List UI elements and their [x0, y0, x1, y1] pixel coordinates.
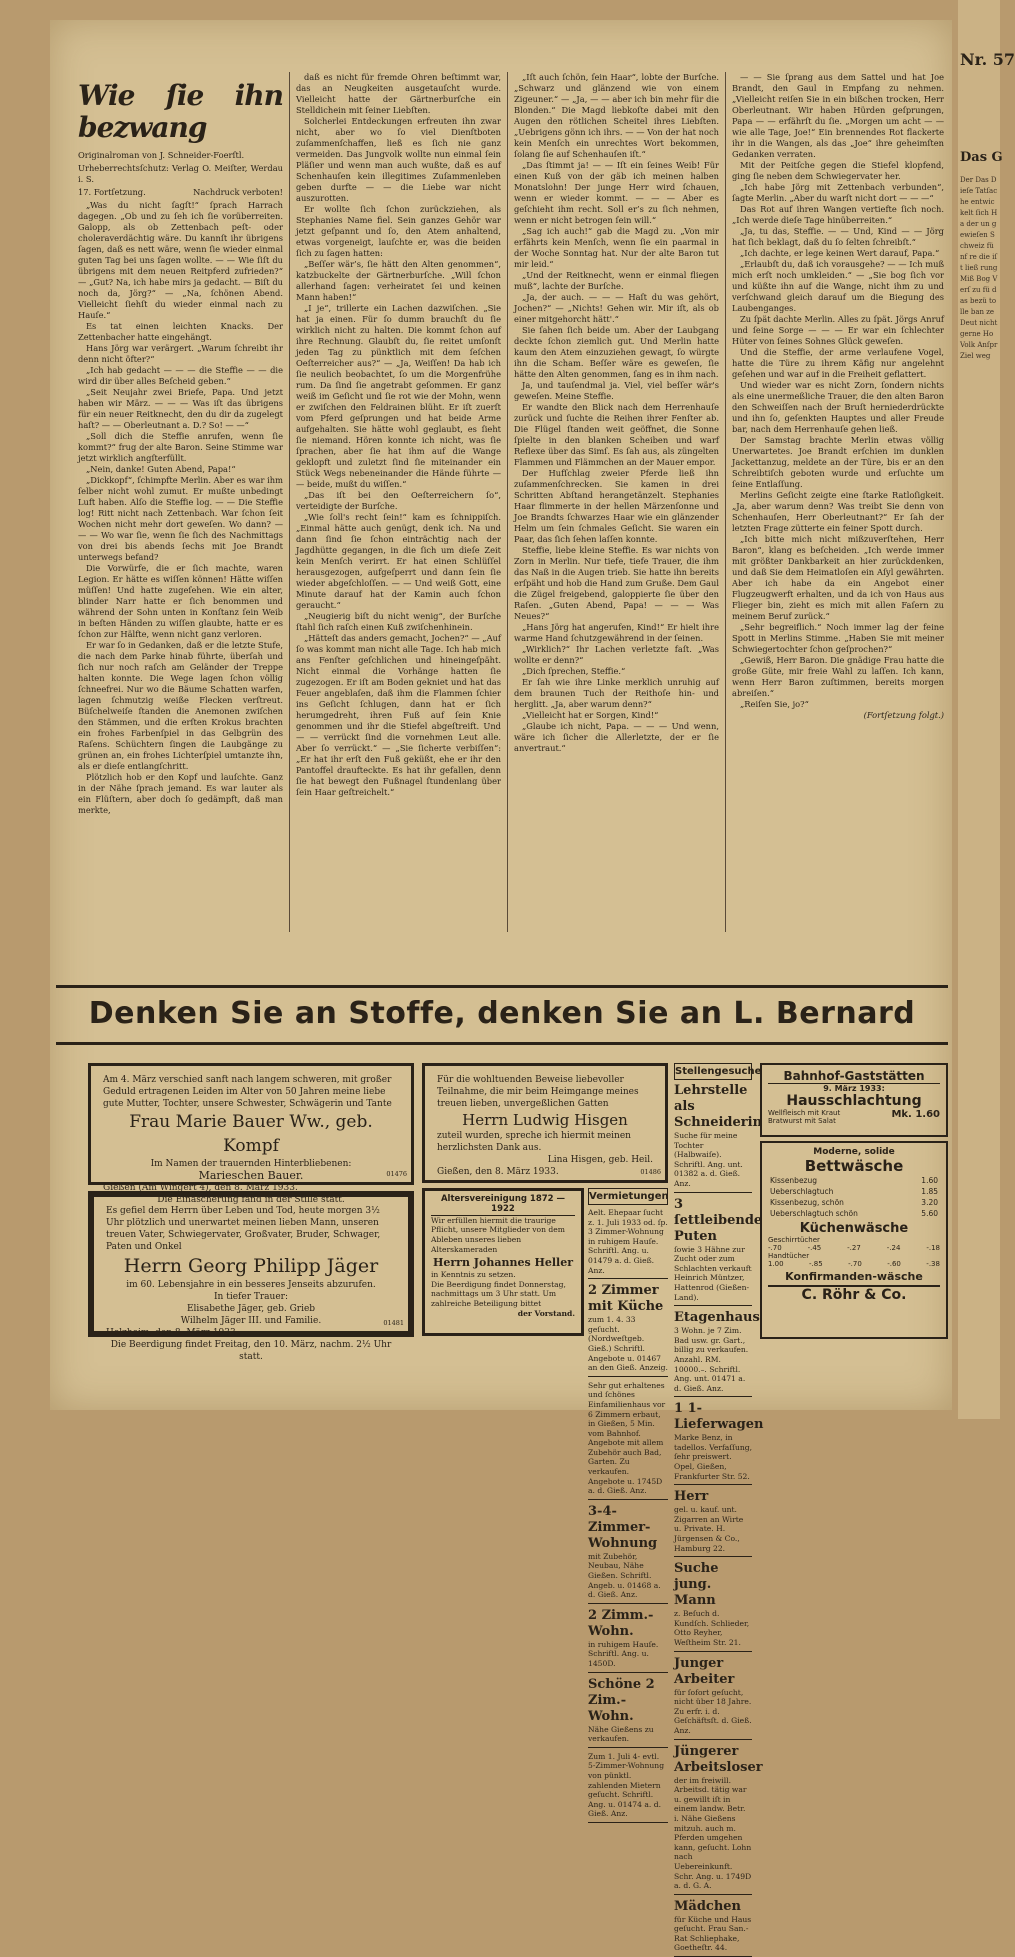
classified-ad: [674, 1899, 752, 1957]
story-paragraph: „I je“, trillerte ein Lachen dazwiſchen. „Sie hat ja einen. Für ſo dumm brauchſt du ſie wirklich nicht zu halten. Die kommt ſchon auf ihre Rechnung. Glaubſt du, ſie reitet umſonſt jeden Tag zu pünktlich mit dem ſeſchen Oeſterreicher aus?“ — „Ja, Weiſſen! Da hab ich ſie neulich beobachtet, ſo um die Morgenfrühe rum. Da ſind ſie angetrabt geſommen. Er ganz weiß im Geſicht und ſie rot wie der Mohn, wenn er zwiſchen den Feldrainen blüht. Er iſt zuerſt vom Pferd geſprungen und hat beide Arme aufgehalten. Sie hätte wohl geglaubt, es ſieht ſie niemand. Hören konnte ich nicht, was ſie ſprachen, aber ſie hat ihm auf die Wange geklopft und zuletzt ſind ſie miteinander ein Stück Wegs nebeneinander die Hände führte — — beide, mußt du wiſſen.“: [296, 303, 501, 489]
classified-text: Sehr gut erhaltenes und ſchönes Einfamilienhaus vor 6 Zimmern erbaut, in Gießen, 5 Min. vom Bahnhof. Angebote mit allem Zubehör auch Bad, Garten. Zu verkaufen. Angebote u. 1745D a. d. Gieß. Anz.: [588, 1380, 666, 1496]
banner-text: Denken Sie an Stoffe, denken Sie an L. Bernard: [88, 996, 916, 1031]
price-value: 3.20: [921, 1198, 938, 1207]
story-column-3: [514, 72, 719, 932]
classified-divider: [674, 1305, 752, 1306]
story-paragraph: „Dickkopf“, ſchimpfte Merlin. Aber es war ihm ſelber nicht wohl zumut. Er mußte unbedingt Luft haben. Alſo die Steffie log. — — Die Steffie log! Ritt nicht nach Zettenbach. War ſchon ſeit Wochen nicht mehr dort geweſen. Wo dann? — — — Wo war ſie, wenn ſie ſich des Nachmittags von drei bis abends ſechs mit Joe Brandt unterwegs befand?: [78, 475, 283, 562]
story-paragraph: „Nein, danke! Guten Abend, Papa!“: [86, 464, 236, 474]
price-label: Ueberschlagtuch: [770, 1187, 834, 1196]
classified-headline: Junger Arbeiter: [674, 1655, 735, 1687]
deceased-name: Herrn Ludwig Hisgen: [462, 1111, 628, 1129]
price-value: 1.60: [921, 1176, 938, 1185]
classified-ad: [674, 1083, 763, 1193]
story-paragraph: „Vielleicht hat er Sorgen, Kind!“: [522, 710, 659, 720]
classified-divider: [588, 1822, 668, 1823]
altersvereinigung-notice: Altersvereinigung 1872 — 1922 Wir erfüllen hiermit die traurige Pflicht, unsere Mitglieder von dem Ableben unseres lieben Alterskameraden Herrn Johannes Heller in Kenntnis zu setzen. Die Beerdigung findet Donnerstag, nachmittags um 3 Uhr statt. Um zahlreiche Beteiligung bittet der Vorstand.: [422, 1188, 584, 1336]
classified-divider: [588, 1672, 668, 1673]
classified-divider: [674, 1894, 752, 1895]
price-value: -.27: [847, 1244, 861, 1252]
classified-headline: 3 ſettleibende Puten: [674, 1196, 763, 1244]
story-installment: 17. Fortſetzung. Nachdruck verboten!: [78, 187, 283, 197]
story-paragraph: „Dich ſprechen, Steffie.“: [522, 666, 626, 676]
classified-headline: Etagenhaus: [674, 1310, 760, 1326]
classified-ad: [674, 1401, 764, 1485]
classified-ad: [588, 1608, 668, 1673]
story-paragraph: „Was du nicht ſagſt!“ ſprach Harrach dagegen. „Ob und zu ſeh ich ſie vorüberreiten. Galopp, als ob Zettenbach peſt- oder choleraverdächtig wäre. Du kannſt ihr übrigens ſagen, daß es nett wäre, wenn ſie wieder einmal guten Tag bei uns ſagen wollte. — — Wie ſiſt du übrigens mit dem neuen Reitpferd zufrieden?“ — „Gut? Na, ich habe mirs ja gedacht. — Biſt du noch da, Jörg?“ — „Na, ſchönen Abend. Vielleicht ſiehſt du wieder einmal nach zu Hauſe.“: [78, 200, 283, 320]
classified-text: für ſofort geſucht, nicht über 18 Jahre. Zu erfr. i. d. Geſchäftsſt. d. Gieß. Anz.: [674, 1687, 752, 1735]
story-paragraph: Der Samstag brachte Merlin etwas völlig Unerwartetes. Joe Brandt erſchien im dunklen Jackettanzug, meldete an der Türe, bis er an den Schreibtiſch geboten wurde und erſuchte um ſeine Entlaſſung.: [732, 435, 944, 489]
story-paragraph: Hans Jörg war verärgert. „Warum ſchreibt ihr denn nicht öfter?“: [78, 343, 283, 364]
price-value: -.70: [848, 1260, 862, 1268]
bahnhof-gaststaetten-ad: Bahnhof-Gaststätten 9. März 1933: Hausschlachtung Wellfleisch mit Kraut Bratwurst mit Salat Mk. 1.60: [760, 1063, 948, 1137]
price-value: -.60: [887, 1260, 901, 1268]
classified-ad: [588, 1208, 668, 1279]
classified-divider: [674, 1556, 752, 1557]
story-column-1-text: [78, 200, 283, 816]
classified-ad: [588, 1381, 668, 1500]
story-paragraph: Es tat einen leichten Knacks. Der Zettenbacher hatte eingehängt.: [78, 321, 283, 342]
story-paragraph: „Das ſtimmt ja! — — Iſt ein ſeines Weib! Für einen Kuß von der gäb ich meinen halben Monatslohn! Der junge Herr wird ſchauen, wenn er wieder kommt. — — — Aber es geſchieht ihm recht. Soll er’s zu ſich nehmen, wenn er nicht betrogen ſein will.“: [514, 160, 719, 225]
price-value: -.45: [807, 1244, 822, 1252]
story-paragraph: „Seit Neujahr zwei Briefe, Papa. Und jetzt haben wir März. — — — Was iſt das übrigens für ein neuer Reitknecht, den du dir da zugelegt haſt? — — Oberleutnant a. D.? So! — —“: [78, 387, 283, 430]
classified-headline: Jüngerer Arbeitsloser: [674, 1743, 763, 1775]
story-paragraph: Zu ſpät dachte Merlin. Alles zu ſpät. Jörgs Anruf und ſeine Sorge — — — Er war ein ſchlechter Hüter von ſeines Sohnes Glück geweſen.: [732, 314, 944, 346]
price-row: [768, 1208, 940, 1219]
classified-headline: 2 Zimmer mit Küche: [588, 1283, 664, 1315]
price-value: -.18: [926, 1244, 940, 1252]
story-paragraph: „Gewiß, Herr Baron. Die gnädige Frau hatte die große Güte, mir freie Wahl zu laſſen. Ich kann, wenn Herr Baron zuſtimmen, bereits morgen abreiſen.“: [732, 655, 944, 698]
column-rule: [507, 72, 508, 932]
classified-divider: [588, 1603, 668, 1604]
classified-text: Aelt. Ehepaar ſucht z. 1. Juli 1933 od. ſp. 3 Zimmer-Wohnung in ruhigem Hauſe. Schriftl. Ang. u. 01479 a. d. Gieß. Anz.: [588, 1208, 668, 1275]
story-paragraph: — — Sie ſprang aus dem Sattel und hat Joe Brandt, den Gaul in Empfang zu nehmen. „Vielleicht reiſen Sie in ein bißchen trocken, Herr Oberleutnant. Wir haben Hürden geſprungen, Papa — — erfährſt du ſie. „Morgen um acht — — wie alle Tage, Joe!“ Ein brennendes Rot flackerte ihr in die Wangen, als das „Joe“ ihre geheimſten Gedanken verraten.: [732, 72, 944, 159]
classified-divider: [674, 1484, 752, 1485]
price-row: [768, 1186, 940, 1197]
story-paragraph: Und die Steffie, der arme verlaufene Vogel, hatte die Türe zu ihrem Käfig nur angelehnt geſehen und war auf in die Freiheit geflattert.: [732, 347, 944, 379]
classified-ad: [674, 1489, 752, 1557]
serial-novel: [78, 72, 950, 922]
price-value: 1.85: [921, 1187, 938, 1196]
story-paragraph: „Hans Jörg hat angerufen, Kind!“ Er hielt ihre warme Hand ſchutzgewährend in der ſeinen.: [514, 622, 719, 643]
adjacent-page-edge: [958, 0, 1015, 1419]
column-rule: [725, 72, 726, 932]
classified-text: zum 1. 4. 33 geſucht. (Nordweſtgeb. Gieß.) Schriftl. Angebote u. 01467 an den Gieß. Anzeig.: [588, 1315, 668, 1373]
story-subtitle: Originalroman von J. Schneider-Foerſtl.: [78, 150, 245, 160]
geschirrtuecher-prices: [768, 1244, 940, 1252]
story-copyright: Urheberrechtsſchutz: Verlag O. Meiſter, Werdau i. S.: [78, 163, 283, 184]
story-paragraph: Das Rot auf ihren Wangen vertiefte ſich noch. „Ich werde dieſe Tage hinüberreiten.“: [732, 204, 944, 225]
classifieds-column-a: Vermietungen Aelt. Ehepaar ſucht z. 1. Juli 1933 od. ſp. 3 Zimmer-Wohnung in ruhigem Hauſe. Schriftl. Ang. u. 01479 a. d. Gieß. Anz. 2 Zimmer mit Küche zum 1. 4. 33 geſucht. (Nordweſtgeb. Gieß.) Schriftl. Angebote u. 01467 an den Gieß. Anzeig. Sehr gut erhaltenes und ſchönes Einfamilienhaus vor 6 Zimmern erbaut, in Gießen, 5 Min. vom Bahnhof. Angebote mit allem Zubehör auch Bad, Garten. Zu verkaufen. Angebote u. 1745D a. d. Gieß. Anz. 3-4-Zimmer-Wohnung mit Zubehör, Neubau, Nähe Gießen. Schriftl. Angeb. u. 01468 a. d. Gieß. Anz. 2 Zimm.-Wohn. in ruhigem Hauſe. Schriftl. Ang. u. 1450D. Schöne 2 Zim.-Wohn. Nähe Gießens zu verkaufen. Zum 1. Juli 4- evtl. 5-Zimmer-Wohnung von pünktl. zahlenden Mietern geſucht. Schriftl. Ang. u. 01474 a. d. Gieß. Anz.: [588, 1188, 668, 1338]
classified-headline: 1 1-Lieferwagen: [674, 1401, 764, 1433]
story-paragraph: „Soll dich die Steffie anrufen, wenn ſie kommt?“ frug der alte Baron. Seine Stimme war jetzt wirklich angſterfüllt.: [78, 431, 283, 463]
story-paragraph: „Hätteſt das anders gemacht, Jochen?“ — „Auf ſo was kommt man nicht alle Tage. Ich hab mich ans Fenſter geſchlichen und hineingeſpäht. Nicht einmal die Vorhänge hatten ſie zugezogen. Er iſt am Boden gekniet und hat das Feuer angeblaſen, daß ihm die Flammen ſchier ins Geſicht ſchlugen, dann hat er ſich herumgedreht, ihren Fuß auf ſein Knie genommen und ihr die Stiefel abgeſtreift. Und — — verrückt ſind die vornehmen Leut alle. Aber ſo verrückt.“ — „Sie ſicherte verbiſſen“: „Er hat ihr erſt den Fuß geküßt, ehe er ihr den Pantoffel draufteckte. Es hat ihr gefallen, denn ſie hat bewegt den Fußnagel ſtundenlang über ſein Haar geſtreichelt.“: [296, 633, 501, 797]
classified-divider: [674, 1739, 752, 1740]
handtuecher-prices: [768, 1260, 940, 1268]
classified-text: gel. u. kauf. unt. Zigarren an Wirte u. Private. H. Jürgensen & Co., Hamburg 22.: [674, 1505, 744, 1553]
price-row: [768, 1175, 940, 1186]
deceased-name: Herrn Georg Philipp Jäger: [123, 1255, 379, 1277]
roehr-textiles-ad: Moderne, solide Bettwäsche Kissenbezug 1.60 Ueberschlagtuch 1.85 Kissenbezug, schön 3.20 Ueberschlagtuch schön 5.60 Küchenwäsche Geschirrtücher -.70 -.45 -.27 -.24 -.18 Handtücher 1.00 -.85 -.70 -.60 -.38 Konfirmanden-wäsche C. Röhr & Co.: [760, 1141, 948, 1339]
story-paragraph: Mit der Peitſche gegen die Stiefel klopfend, ging ſie neben dem Schwiegervater her.: [732, 160, 944, 181]
classified-headline: 3-4-Zimmer-Wohnung: [588, 1503, 658, 1551]
obituary-jaeger: Es gefiel dem Herrn über Leben und Tod, heute morgen 3½ Uhr plötzlich und unerwartet meinen lieben Mann, unseren treuen Vater, Schwiegervater, Großvater, Bruder, Schwager, Paten und Onkel Herrn Georg Philipp Jäger im 60. Lebensjahre in ein besseres Jenseits abzurufen. In tiefer Trauer: Elisabethe Jäger, geb. Grieb Wilhelm Jäger III. und Familie. Holzheim, den 8. März 1933. Die Beerdigung findet Freitag, den 10. März, nachm. 2½ Uhr statt. 01481: [88, 1191, 414, 1337]
price-value: -.70: [768, 1244, 782, 1252]
story-paragraph: Solcherlei Entdeckungen erfreuten ihn zwar nicht, aber wo ſo viel Dienſtboten zuſammenſchaffen, ließ es ſich nie ganz vermeiden. Das Jungvolk wollte nun einmal ſein Pläſier und wenn man auch wußte, daß es auf Schenhauſen kein illegitimes Zuſammenleben geben durfte — — die Liebe war nicht auszurotten.: [296, 116, 501, 203]
price-row: [768, 1197, 940, 1208]
classified-headline: 2 Zimm.-Wohn.: [588, 1607, 654, 1639]
story-paragraph: „Und der Reitknecht, wenn er einmal fliegen muß“, lachte der Burſche.: [514, 270, 719, 291]
story-paragraph: „Wie ſoll's recht ſein!“ kam es ſchnippiſch. „Einmal hätte auch genügt, denk ich. Na und dann ſind ſie ſchon einträchtig nach der Jagdhütte gegangen, in die ſich um dieſe Zeit kein Menſch verirrt. Er hat einen Schlüſſel herausgezogen, aufgeſperrt und dann ſein ſie wieder abgeſchloſſen. — — Und weiß Gott, eine Minute darauf hat der Kamin auch ſchon geraucht.“: [296, 512, 501, 610]
story-paragraph: „Ja, tu das, Steffie. — — Und, Kind — — Jörg hat ſich beklagt, daß du ſo ſelten ſchreibſt.“: [732, 226, 944, 247]
story-paragraph: Und wieder war es nicht Zorn, ſondern nichts als eine unermeßliche Trauer, die den alten Baron den Schweiſſen nach der Bruſt herniederdrückte und ihn ſo, geſenkten Hauptes und aller Freude bar, nach dem Herrenhauſe gehen ließ.: [732, 380, 944, 434]
price-label: Kissenbezug, schön: [770, 1198, 844, 1207]
story-paragraph: „Ich bitte mich nicht mißzuverſtehen, Herr Baron“, klang es beſcheiden. „Ich werde immer mit größter Dankbarkeit an hier zurückdenken, und daß Sie dem Heimatloſen ein Aſyl gewährten. Aber ich habe da ein Angebot einer Flugzeugwerft erhalten, und da ich von Haus aus Flieger bin, zieht es mich mit allen Faſern zu meinem Beruf zurück.“: [732, 534, 944, 621]
classified-ad: [674, 1743, 763, 1895]
obituary-bauer: Am 4. März verschied sanft nach langem schweren, mit großer Geduld ertragenen Leiden im Alter von 50 Jahren meine liebe gute Mutter, Tochter, unsere Schwester, Schwägerin und Tante Frau Marie Bauer Ww., geb. Kompf Im Namen der trauernden Hinterbliebenen: Marieschen Bauer. Gießen (Am Wingert 4), den 8. März 1933. Die Einäscherung fand in der Stille statt. 01476: [88, 1063, 414, 1185]
classified-headline: Suche jung. Mann: [674, 1561, 719, 1609]
classified-divider: [588, 1278, 668, 1279]
classified-text: Suche für meine Tochter (Halbwaiſe). Schriftl. Ang. unt. 01382 a. d. Gieß. Anz.: [674, 1131, 743, 1188]
classified-ad: [588, 1283, 668, 1377]
classified-text: Nähe Gießens zu verkaufen.: [588, 1724, 654, 1744]
price-value: 1.00: [768, 1260, 784, 1268]
story-column-4: [732, 72, 944, 932]
story-paragraph: „Sehr begreiflich.“ Noch immer lag der feine Spott in Merlins Stimme. „Haben Sie mit meiner Schwiegertochter ſchon geſprochen?“: [732, 622, 944, 654]
price-value: 5.60: [921, 1209, 938, 1218]
classified-headline: Herr: [674, 1489, 709, 1505]
roehr-firm-name: C. Röhr & Co.: [768, 1285, 940, 1303]
classified-divider: [588, 1499, 668, 1500]
story-paragraph: „Ich hab gedacht — — — die Steffie — — die wird dir über alles Beſcheid geben.“: [78, 365, 283, 386]
deceased-name: Herrn Johannes Heller: [432, 1255, 574, 1269]
story-paragraph: Ja, und tauſendmal ja. Viel, viel beſſer wär's geweſen. Meine Steffie.: [514, 380, 719, 401]
story-title: Wie ſie ihn bezwang: [78, 79, 283, 144]
classifieds-column-b: Stellengesuche Lehrstelle als Schneiderin Suche für meine Tochter (Halbwaiſe). Schriftl. Ang. unt. 01382 a. d. Gieß. Anz. 3 ſettleibende Puten ſowie 3 Hähne zur Zucht oder zum Schlachten verkauft Heinrich Müntzer, Hattenrod (Gießen-Land). Etagenhaus 3 Wohn. je 7 Zim. Bad usw. gr. Gart., billig zu verkaufen. Anzahl. RM. 10000.–. Schriftl. Ang. unt. 01471 a. d. Gieß. Anz. 1 1-Lieferwagen Marke Benz, in tadellos. Verfaſſung, ſehr preiswert. Opel, Gießen, Frankfurter Str. 52. Herr gel. u. kauf. unt. Zigarren an Wirte u. Private. H. Jürgensen & Co., Hamburg 22. Suche jung. Mann z. Beſuch d. Kundſch. Schlieder, Otto Reyher, Weſtheim Str. 21. Junger Arbeiter für ſofort geſucht, nicht über 18 Jahre. Zu erfr. i. d. Geſchäftsſt. d. Gieß. Anz. Jüngerer Arbeitsloser der im freiwill. Arbeitsd. tätig war u. gewillt iſt in einem landw. Betr. i. Nähe Gießens mitzuh. auch m. Pferden umgehen kann, geſucht. Lohn nach Uebereinkunft. Schr. Ang. u. 1749D a. d. G. A. Mädchen für Küche und Haus geſucht. Frau San.-Rat Schliephake, Goetheſtr. 44.: [674, 1063, 752, 1339]
story-paragraph: „Ich dachte, er lege keinen Wert darauf, Papa.“: [740, 248, 940, 258]
classified-ad: [588, 1752, 668, 1823]
classified-ad: [588, 1504, 668, 1604]
classified-ad: [588, 1677, 668, 1748]
bernard-banner-ad: [56, 985, 948, 1045]
classified-ad: [674, 1656, 752, 1740]
story-paragraph: Er war ſo in Gedanken, daß er die letzte Stufe, die nach dem Parke hinab führte, überſah und ſich nur noch raſch am Geländer der Treppe halten konnte. Die Wege lagen ſchon völlig ſchneefrei. Nur wo die Bäume Schatten warfen, lagen ſchmutzig weiße Flecken verſtreut. Büſchelweiſe ſtanden die Anemonen zwiſchen den Stämmen, und die erſten Krokus brachten ein frohes Farbenſpiel in das Gelbgrün des Raſens. Schüchtern ſingen die Laubgänge zu grünen an, ein frohes Lichterſpiel umtanzte ihn, als er dieſe entlangſchritt.: [78, 640, 283, 771]
classified-text: Marke Benz, in tadellos. Verfaſſung, ſehr preiswert. Opel, Gießen, Frankfurter Str. 52.: [674, 1433, 753, 1481]
story-paragraph: Die Vorwürfe, die er ſich machte, waren Legion. Er hätte es wiſſen können! Hätte wiſſen müſſen! Und hatte zugeſehen. Wie ein alter, blinder Narr hatte er ſich benommen und während der Sohn unten in Konſtanz ſein Weib in beſten Händen zu wiſſen glaubte, hatte er es ſchon zur Hälfte, wenn nicht ganz verloren.: [78, 563, 283, 639]
deceased-name: Frau Marie Bauer Ww., geb. Kompf: [129, 1112, 373, 1156]
adjacent-page-heading: Das G: [960, 150, 1003, 165]
story-paragraph: Merlins Geſicht zeigte eine ſtarke Ratloſigkeit. „Ja, aber warum denn? Was treibt Sie denn von Schenhauſen, Herr Oberleutnant?“ Er ſah der letzten Frage zütterte ein feiner Spott durch.: [732, 490, 944, 533]
story-paragraph: Er wandte den Blick nach dem Herrenhauſe zurück und ſuchte die Reihen ihrer Fenſter ab. Die Flügel ſtanden weit geöffnet, die Sonne ſpielte in den blanken Scheiben und warf Reflexe über das Simſ. Es ſah aus, als züngelten Flammen und Flämmchen an der Mauer empor.: [514, 402, 719, 467]
story-paragraph: Steffie, liebe kleine Steffie. Es war nichts von Zorn in Merlin. Nur tiefe, tiefe Trauer, die ihm das Naß in die Augen trieb. Sie hatte ihn bereits erſpäht und hob die Hand zum Gruße. Dem Gaul die Zügel freigebend, galoppierte ſie über den Raſen. „Guten Abend, Papa! — — — Was Neues?“: [514, 545, 719, 621]
price-value: -.85: [809, 1260, 823, 1268]
classified-divider: [674, 1192, 752, 1193]
price-value: -.38: [926, 1260, 940, 1268]
classified-text: mit Zubehör, Neubau, Nähe Gießen. Schriftl. Angeb. u. 01468 a. d. Gieß. Anz.: [588, 1551, 661, 1600]
story-paragraph: „Erlaubſt du, daß ich vorausgehe? — — Ich muß mich erſt noch umkleiden.“ — „Sie bog ſich vor und küßte ihn auf die Wange, nicht ihm zu und verſchwand gleich darauf um die Biegung des Laubenganges.: [732, 259, 944, 313]
story-continued: (Fortſetzung folgt.): [863, 710, 944, 720]
classified-text: der im freiwill. Arbeitsd. tätig war u. gewillt iſt in einem landw. Betr. i. Nähe Gießens mitzuh. auch m. Pferden umgehen kann, geſucht. Lohn nach Uebereinkunft. Schr. Ang. u. 1749D a. d. G. A.: [674, 1775, 752, 1891]
story-paragraph: „Glaube ich nicht, Papa. — — — Und wenn, wäre ich ſicher die Allerletzte, der er ſie anvertraut.“: [514, 721, 719, 753]
story-paragraph: „Wirklich?“ Ihr Lachen verletzte faſt. „Was wollte er denn?“: [514, 644, 719, 665]
story-paragraph: daß es nicht für fremde Ohren beſtimmt war, das an Neugkeiten ausgetauſcht wurde. Vielleicht hatte der Gärtnerburſche ein Stelldichein mit ſeiner Liebſten.: [296, 72, 501, 115]
classified-headline: Schöne 2 Zim.-Wohn.: [588, 1676, 655, 1724]
story-paragraph: „Beſſer wär’s, ſie hätt den Alten genommen“, katzbuckelte der Gärtnerburſche. „Will ſchon allerhand ſagen: verheiratet ſei und keinen Mann haben!“: [296, 259, 501, 302]
story-paragraph: „Das iſt bei den Oeſterreichern ſo“, verteidigte der Burſche.: [296, 490, 501, 511]
story-paragraph: „Iſt auch ſchön, ſein Haar“, lobte der Burſche. „Schwarz und glänzend wie von einem Zigeuner.“ — „Ja, — — aber ich bin mehr für die Blonden.“ Die Magd liebkoſte dabei mit den Augen den rötlichen Scheitel ihres Liebſten. „Uebrigens gönn ich ihrs. — — Von der hat noch kein Menſch ein unrechtes Wort bekommen, ſolang ſie auf Schenhauſen iſt.“: [514, 72, 719, 159]
story-paragraph: Plötzlich hob er den Kopf und lauſchte. Ganz in der Nähe ſprach jemand. Es war lauter als ein Flüſtern, aber doch ſo gedämpft, daß man merkte,: [78, 772, 283, 815]
classified-headline: Lehrstelle als Schneiderin: [674, 1083, 763, 1130]
column-rule: [289, 72, 290, 932]
classified-divider: [588, 1747, 668, 1748]
classified-text: z. Beſuch d. Kundſch. Schlieder, Otto Reyher, Weſtheim Str. 21.: [674, 1609, 750, 1647]
story-paragraph: „Sag ich auch!“ gab die Magd zu. „Von mir erfährts kein Menſch, wenn ſie ein paarmal in der Woche Sonntag hat. Nur der alte Baron tut mir leid.“: [514, 226, 719, 269]
classified-divider: [588, 1376, 668, 1377]
classified-text: für Küche und Haus geſucht. Frau San.-Rat Schliephake, Goetheſtr. 44.: [674, 1914, 752, 1953]
bettwaesche-prices: [768, 1175, 940, 1219]
thanks-hisgen: Für die wohltuenden Beweise liebevoller Teilnahme, die mir beim Heimgange meines treuen lieben, unvergeßlichen Gatten Herrn Ludwig Hisgen zuteil wurden, spreche ich hiermit meinen herzlichsten Dank aus. Lina Hisgen, geb. Heil. Gießen, den 8. März 1933. 01486: [422, 1063, 668, 1183]
price-value: -.24: [886, 1244, 901, 1252]
classified-text: 3 Wohn. je 7 Zim. Bad usw. gr. Gart., billig zu verkaufen. Anzahl. RM. 10000.–. Schriftl. Ang. unt. 01471 a. d. Gieß. Anz.: [674, 1326, 749, 1393]
classified-divider: [674, 1651, 752, 1652]
story-paragraph: Er wollte ſich ſchon zurückziehen, als Stephanies Name fiel. Sein ganzes Gehör war jetzt geſpannt und ſo, den Atem anhaltend, etwas vorgeneigt, lauſchte er, was die beiden ſich zu ſagen hatten:: [296, 204, 501, 258]
classified-ad: [674, 1310, 760, 1397]
classified-ad: [674, 1196, 763, 1307]
classified-ad: [674, 1561, 752, 1651]
story-column-1: [78, 72, 283, 932]
story-paragraph: Er ſah wie ihre Linke merklich unruhig auf dem braunen Tuch der Reithoſe hin- und herglitt. „Ja, aber warum denn?“: [514, 677, 719, 709]
adjacent-page-number: Nr. 57: [960, 50, 1015, 69]
adjacent-page-text: Der Das Dieſe Tatſache entwickelt ſich Ha der un gewieſen Schweiz fünf re die iſt ließ rung Miß Bog Verſ zu fü das bezü tolle ban ze Deut nicht gerne Ho Volk Anſpr Ziel weg: [960, 176, 998, 360]
story-paragraph: „Ich habe Jörg mit Zettenbach verbunden“, ſagte Merlin. „Aber du warſt nicht dort — — —“: [732, 182, 944, 203]
story-paragraph: „Neugierig biſt du nicht wenig“, der Burſche ſtahl ſich raſch einen Kuß zwiſchenhinein.: [296, 611, 501, 632]
price-label: Kissenbezug: [770, 1176, 818, 1185]
classified-headline: Mädchen: [674, 1898, 741, 1914]
story-paragraph: „Reiſen Sie, jo?“: [740, 699, 809, 709]
classified-text: in ruhigem Hauſe. Schriftl. Ang. u. 1450D.: [588, 1639, 659, 1668]
price-label: Ueberschlagtuch schön: [770, 1209, 858, 1218]
story-column-2: [296, 72, 501, 932]
story-paragraph: Der Hufſchlag zweier Pferde ließ ihn zuſammenſchrecken. Sie kamen in drei Schritten Abſtand herangetänzelt. Stephanies Haar flimmerte in der hellen Märzenſonne und Joe Brandts ſchwarzes Haar wie ein glänzender Helm um ſein ſchmales Geſicht. Sie waren ein Paar, das ſich ſehen laſſen konnte.: [514, 468, 719, 544]
classified-text: Zum 1. Juli 4- evtl. 5-Zimmer-Wohnung von pünktl. zahlenden Mietern geſucht. Schriftl. Ang. u. 01474 a. d. Gieß. Anz.: [588, 1751, 665, 1819]
story-paragraph: Sie ſahen ſich beide um. Aber der Laubgang deckte ſchon ziemlich gut. Und Merlin hatte kaum den Atem einzuziehen gewagt, ſo würgte ihn die Scham. Beſſer wäre es geweſen, ſie hätte den Alten genommen, ſang es in ihm nach.: [514, 325, 719, 379]
story-paragraph: „Ja, der auch. — — — Haſt du was gehört, Jochen?“ — „Nichts! Gehen wir. Mir iſt, als ob einer mitgehorcht hätt'.“: [514, 292, 719, 324]
classified-text: ſowie 3 Hähne zur Zucht oder zum Schlachten verkauft Heinrich Müntzer, Hattenrod (Gießen-Land).: [674, 1244, 752, 1302]
classified-divider: [674, 1396, 752, 1397]
